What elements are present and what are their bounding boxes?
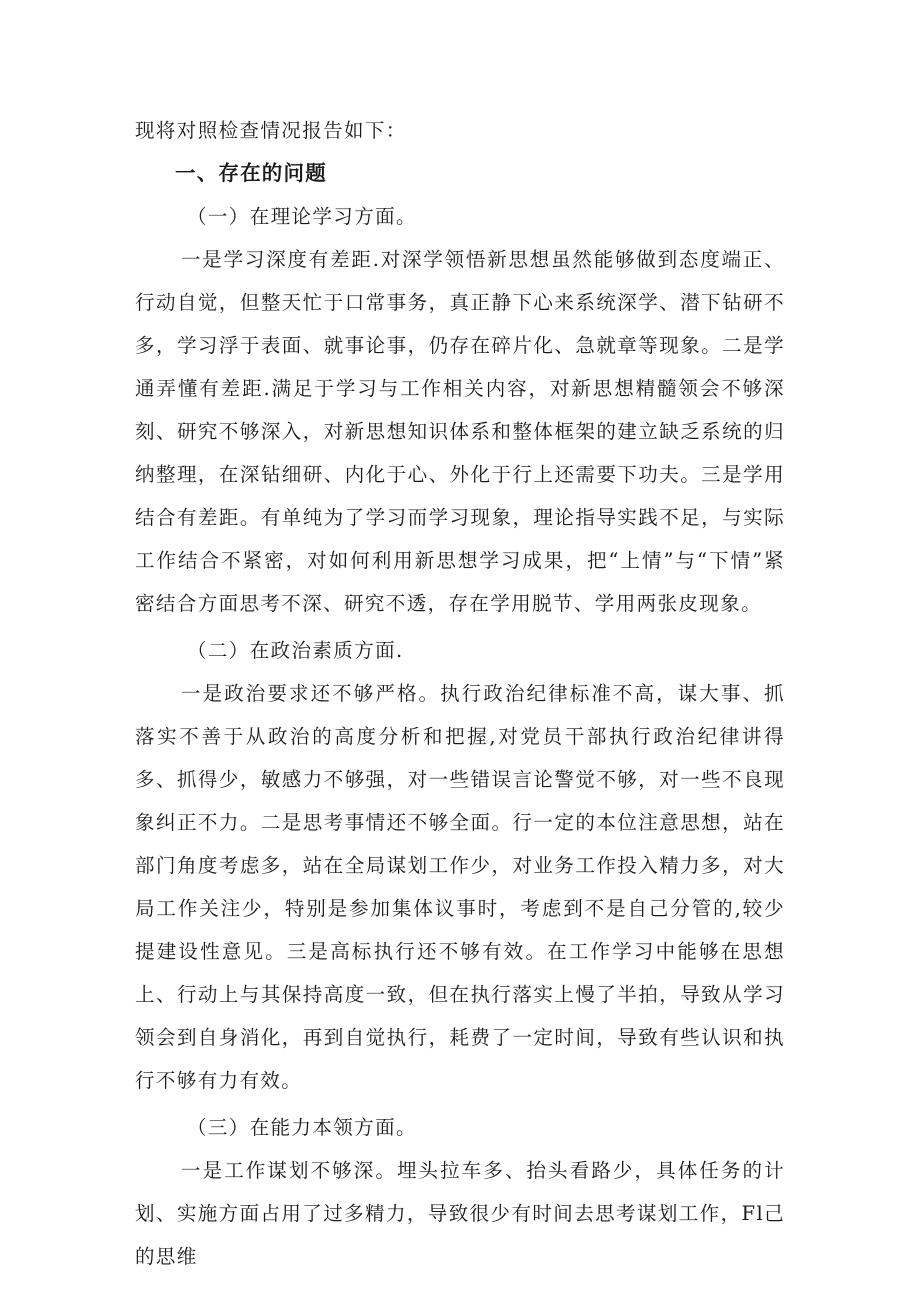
subsection-title-1: （一）在理论学习方面。 bbox=[187, 205, 417, 228]
subsection-title-2: （二）在政治素质方面. bbox=[187, 639, 404, 662]
section-heading: 一、存在的问题 bbox=[175, 161, 327, 185]
intro-paragraph: 现将对照检查情况报告如下： bbox=[135, 119, 407, 142]
body-paragraph-2: 一是政治要求还不够严格。执行政治纪律标准不高，谋大事、抓落实不善于从政治的高度分析和把握,对党员干部执行政治纪律讲得多、抓得少，敏感力不够强，对一些错误言论警觉不够，对一些不良现象纠正不力。二是思考事情还不够全面。行一定的本位注意思想，站在部门角度考虑多，站在全局谋划工作少，对业务工作投入精力多，对大局工作关注少，特别是参加集体议事时，考虑到不是自己分管的,较少提建设性意见。三是高标执行还不够有效。在工作学习中能够在思想上、行动上与其保持高度一致，但在执行落实上慢了半拍，导致从学习领会到自身消化，再到自觉执行，耗费了一定时间，导致有些认识和执行不够有力有效。 bbox=[135, 682, 785, 1092]
body-paragraph-1: 一是学习深度有差距.对深学领悟新思想虽然能够做到态度端正、行动自觉，但整天忙于口常事务，真正静下心来系统深学、潜下钻研不多，学习浮于表面、就事论事，仍存在碎片化、急就章等现象。二是学通弄懂有差距.满足于学习与工作相关内容，对新思想精髓领会不够深刻、研究不够深入，对新思想知识体系和整体框架的建立缺乏系统的归纳整理，在深钻细研、内化于心、外化于行上还需要下功夫。三是学用结合有差距。有单纯为了学习而学习现象，理论指导实践不足，与实际工作结合不紧密，对如何利用新思想学习成果，把“上情”与“下情”紧密结合方面思考不深、研究不透，存在学用脱节、学用两张皮现象。 bbox=[135, 248, 785, 615]
subsection-title-3: （三）在能力本领方面。 bbox=[187, 1116, 417, 1139]
body-paragraph-3: 一是工作谋划不够深。埋头拉车多、抬头看路少，具体任务的计划、实施方面占用了过多精力，导致很少有时间去思考谋划工作，Fl己的思维 bbox=[135, 1159, 785, 1268]
top-margin bbox=[135, 0, 785, 109]
